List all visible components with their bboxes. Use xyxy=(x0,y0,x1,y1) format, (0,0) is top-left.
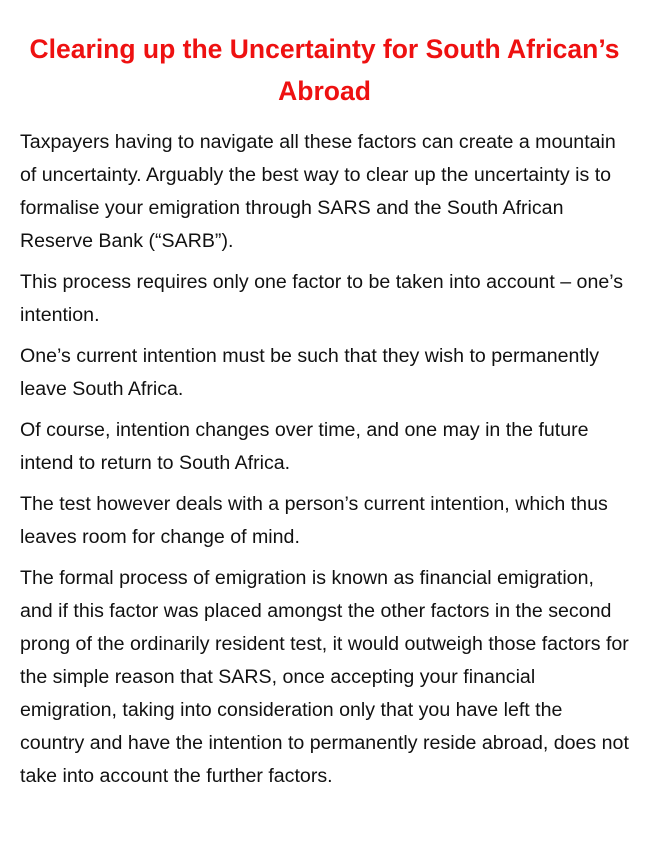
paragraph-uncertainty: Taxpayers having to navigate all these factors can create a mountain of uncertainty. Arguably the best way to clear up the uncertainty is to formalise your emigration through SARS and the South African Reserve Bank (“SARB”). xyxy=(20,131,616,252)
document-body xyxy=(20,126,632,801)
paragraph-financial-emigration: The formal process of emigration is known as financial emigration, and if this factor was placed amongst the other factors in the second prong of the ordinarily resident test, it would outweigh those factors for the simple reason that SARS, once accepting your financial emigration, taking into consideration only that you have left the country and have the intention to permanently reside abroad, does not take into account the further factors. xyxy=(20,567,629,787)
paragraph-test: The test however deals with a person’s current intention, which thus leaves room for change of mind. xyxy=(20,493,608,548)
paragraph-current-intention: One’s current intention must be such that they wish to permanently leave South Africa. xyxy=(20,345,600,400)
paragraph-intention-changes: Of course, intention changes over time, and one may in the future intend to return to South Africa. xyxy=(20,419,589,474)
page-title: Clearing up the Uncertainty for South African’s Abroad xyxy=(29,34,620,106)
paragraph-one-factor: This process requires only one factor to be taken into account – one’s intention. xyxy=(20,271,624,326)
